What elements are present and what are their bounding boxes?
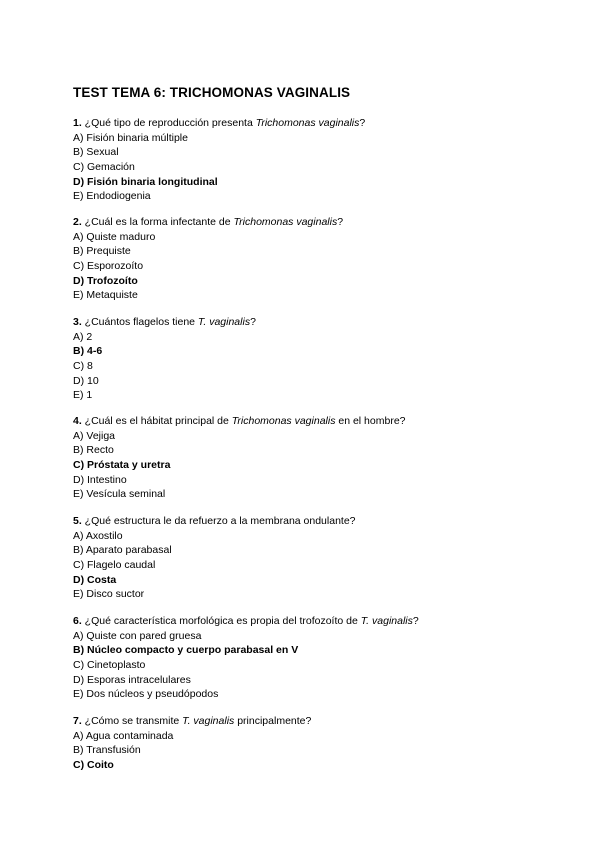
question-number: 6. (73, 615, 82, 627)
question-number: 4. (73, 415, 82, 427)
question-suffix: principalmente? (234, 715, 312, 727)
question-suffix: ? (412, 615, 419, 627)
question-text (73, 315, 573, 330)
question-prefix: ¿Cuántos flagelos tiene (81, 316, 198, 328)
correct-answer-option: C) Próstata y uretra (73, 459, 171, 472)
question-prefix: ¿Cuál es la forma infectante de (81, 216, 234, 228)
answer-option: A) Axostilo (73, 529, 123, 542)
correct-answer-option: C) Coito (73, 759, 114, 772)
correct-answer-option: D) Costa (73, 573, 117, 586)
answer-option: A) Agua contaminada (73, 729, 174, 742)
question-prefix: ¿Qué estructura le da refuerzo a la membrana ondulante? (81, 515, 356, 527)
answer-option: C) Gemación (73, 161, 135, 174)
correct-answer-option: D) Fisión binaria longitudinal (73, 175, 218, 188)
correct-answer-option: B) Núcleo compacto y cuerpo parabasal en V (73, 644, 299, 657)
question-text (73, 116, 573, 131)
answer-option: E) Metaquiste (73, 289, 138, 302)
answer-option: B) Prequiste (73, 245, 131, 258)
question-suffix: ? (250, 316, 256, 328)
answer-option: A) Vejiga (73, 429, 116, 442)
species-name: T. vaginalis (197, 316, 251, 328)
question-prefix: ¿Qué tipo de reproducción presenta (81, 117, 256, 129)
species-name: Trichomonas vaginalis (255, 117, 360, 129)
question-prefix: ¿Qué característica morfológica es propia del trofozoíto de (81, 615, 361, 627)
answer-option: C) Esporozoíto (73, 260, 144, 273)
species-name: T. vaginalis (182, 715, 235, 727)
question-suffix: ? (337, 216, 344, 228)
answer-option: E) Vesícula seminal (73, 488, 166, 501)
answer-option: E) Dos núcleos y pseudópodos (73, 688, 219, 701)
question-text (73, 215, 573, 230)
species-name: Trichomonas vaginalis (231, 415, 336, 427)
question-block (73, 614, 573, 702)
question-block (73, 714, 573, 773)
species-name: T. vaginalis (360, 615, 413, 627)
answer-option: A) Fisión binaria múltiple (73, 131, 188, 144)
question-number: 7. (73, 715, 82, 727)
answer-option: E) Endodiogenia (73, 190, 151, 203)
question-number: 1. (73, 117, 82, 129)
answer-option: C) 8 (73, 360, 93, 373)
question-block (73, 116, 573, 204)
question-text (73, 414, 573, 429)
answer-option: B) Aparato parabasal (73, 544, 172, 557)
answer-option: D) Intestino (73, 473, 127, 486)
answer-option: E) 1 (73, 389, 93, 402)
question-number: 2. (73, 216, 82, 228)
answer-option: B) Transfusión (73, 744, 141, 757)
question-prefix: ¿Cuál es el hábitat principal de (81, 415, 232, 427)
question-block (73, 514, 573, 602)
correct-answer-option: D) Trofozoíto (73, 274, 138, 287)
answer-option: B) Sexual (73, 146, 119, 159)
question-suffix: en el hombre? (335, 415, 406, 427)
question-block (73, 215, 573, 303)
question-suffix: ? (359, 117, 366, 129)
answer-option: A) Quiste maduro (73, 230, 156, 243)
question-number: 5. (73, 515, 82, 527)
correct-answer-option: B) 4-6 (73, 345, 103, 358)
answer-option: C) Cinetoplasto (73, 659, 146, 672)
answer-option: E) Disco suctor (73, 588, 145, 601)
answer-option: B) Recto (73, 444, 114, 457)
answer-option: C) Flagelo caudal (73, 559, 156, 572)
answer-option: D) 10 (73, 374, 99, 387)
question-block (73, 315, 573, 403)
question-block (73, 414, 573, 502)
answer-option: A) Quiste con pared gruesa (73, 629, 202, 642)
question-prefix: ¿Cómo se transmite (81, 715, 183, 727)
answer-option: D) Esporas intracelulares (73, 673, 191, 686)
question-text (73, 714, 573, 729)
question-text (73, 614, 573, 629)
species-name: Trichomonas vaginalis (233, 216, 338, 228)
question-text (73, 514, 573, 529)
answer-option: A) 2 (73, 330, 93, 343)
document-title: TEST TEMA 6: TRICHOMONAS VAGINALIS (73, 85, 351, 100)
question-number: 3. (73, 316, 82, 328)
